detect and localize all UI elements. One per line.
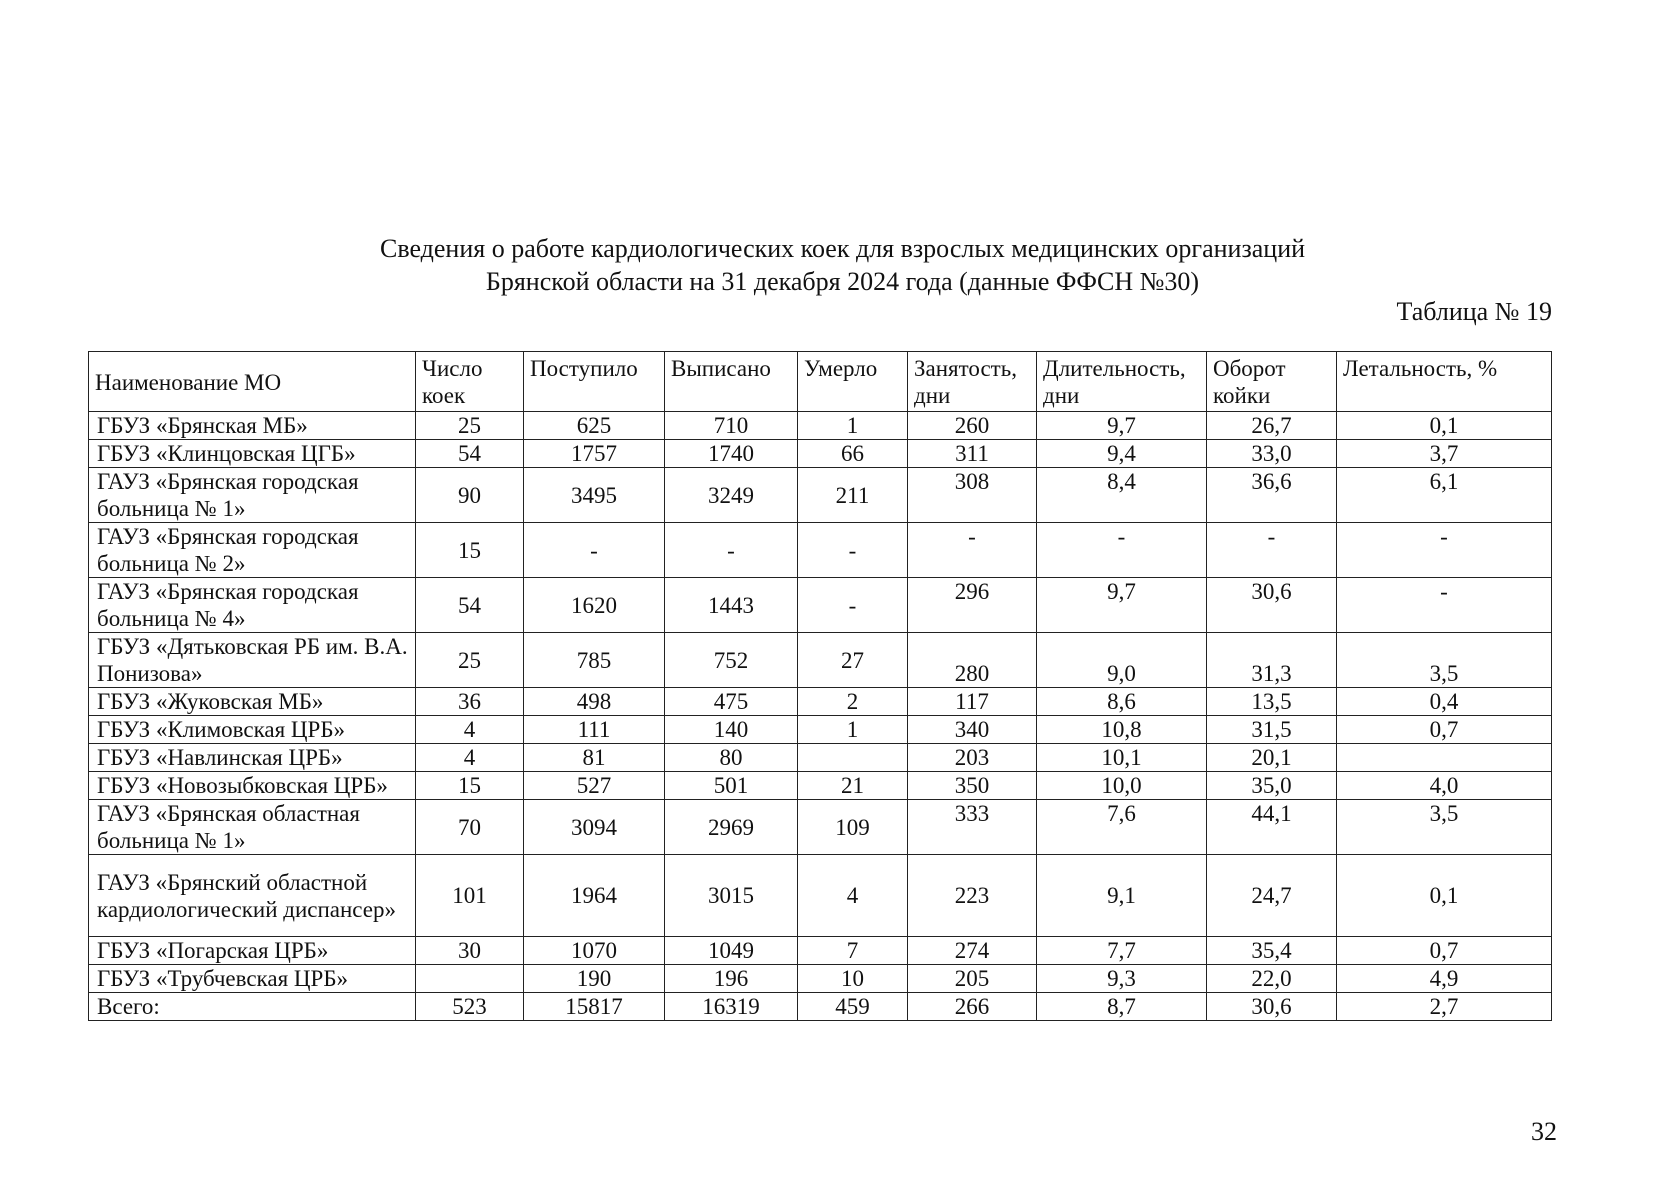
cell-name: ГБУЗ «Погарская ЦРБ» <box>89 937 416 965</box>
cell-discharged: - <box>665 523 798 578</box>
total-lethality: 2,7 <box>1337 993 1552 1021</box>
cell-occupancy: 280 <box>908 633 1037 688</box>
cell-beds: 90 <box>416 468 524 523</box>
cell-name: ГАУЗ «Брянская городская больница № 1» <box>89 468 416 523</box>
cell-lethality: 4,9 <box>1337 965 1552 993</box>
cell-beds: 4 <box>416 744 524 772</box>
cell-discharged: 1740 <box>665 440 798 468</box>
header-died: Умерло <box>798 352 908 412</box>
cell-lethality: - <box>1337 578 1552 633</box>
cell-died: 211 <box>798 468 908 523</box>
cell-duration: 7,6 <box>1037 800 1207 855</box>
total-duration: 8,7 <box>1037 993 1207 1021</box>
cell-occupancy: 223 <box>908 855 1037 937</box>
header-beds: Число коек <box>416 352 524 412</box>
cell-discharged: 1049 <box>665 937 798 965</box>
cell-turnover: 44,1 <box>1207 800 1337 855</box>
cell-occupancy: - <box>908 523 1037 578</box>
cell-duration: - <box>1037 523 1207 578</box>
cell-occupancy: 203 <box>908 744 1037 772</box>
cell-name: ГБУЗ «Навлинская ЦРБ» <box>89 744 416 772</box>
cell-admitted: 785 <box>524 633 665 688</box>
cell-duration: 9,7 <box>1037 412 1207 440</box>
title-line-2: Брянской области на 31 декабря 2024 года (данные ФФСН №30) <box>485 267 1200 296</box>
cell-beds <box>416 965 524 993</box>
cell-admitted: 1070 <box>524 937 665 965</box>
cell-occupancy: 340 <box>908 716 1037 744</box>
cell-turnover: - <box>1207 523 1337 578</box>
cell-occupancy: 260 <box>908 412 1037 440</box>
cell-occupancy: 117 <box>908 688 1037 716</box>
cell-beds: 4 <box>416 716 524 744</box>
cell-duration: 10,0 <box>1037 772 1207 800</box>
cell-died: 66 <box>798 440 908 468</box>
cell-duration: 9,3 <box>1037 965 1207 993</box>
cell-turnover: 20,1 <box>1207 744 1337 772</box>
table-row <box>89 937 1552 965</box>
cell-died: - <box>798 523 908 578</box>
cell-beds: 54 <box>416 578 524 633</box>
cell-beds: 25 <box>416 412 524 440</box>
header-lethality: Летальность, % <box>1337 352 1552 412</box>
cell-name: ГБУЗ «Климовская ЦРБ» <box>89 716 416 744</box>
cell-admitted: 3094 <box>524 800 665 855</box>
cell-admitted: - <box>524 523 665 578</box>
cell-discharged: 752 <box>665 633 798 688</box>
cell-admitted: 1620 <box>524 578 665 633</box>
cell-admitted: 111 <box>524 716 665 744</box>
cell-died: 10 <box>798 965 908 993</box>
cell-name: ГБУЗ «Дятьковская РБ им. В.А. Понизова» <box>89 633 416 688</box>
table-row <box>89 800 1552 855</box>
cell-duration: 9,0 <box>1037 633 1207 688</box>
cell-duration: 8,6 <box>1037 688 1207 716</box>
cell-died: 27 <box>798 633 908 688</box>
cell-turnover: 26,7 <box>1207 412 1337 440</box>
cell-discharged: 501 <box>665 772 798 800</box>
header-duration: Длительность, дни <box>1037 352 1207 412</box>
cell-discharged: 475 <box>665 688 798 716</box>
cell-admitted: 1757 <box>524 440 665 468</box>
total-beds: 523 <box>416 993 524 1021</box>
total-label: Всего: <box>89 993 416 1021</box>
cell-admitted: 190 <box>524 965 665 993</box>
cell-duration: 10,8 <box>1037 716 1207 744</box>
header-turnover: Оборот койки <box>1207 352 1337 412</box>
cell-duration: 8,4 <box>1037 468 1207 523</box>
cell-lethality: - <box>1337 523 1552 578</box>
cell-beds: 30 <box>416 937 524 965</box>
table-row <box>89 412 1552 440</box>
cell-discharged: 2969 <box>665 800 798 855</box>
cell-occupancy: 333 <box>908 800 1037 855</box>
cell-name: ГАУЗ «Брянская областная больница № 1» <box>89 800 416 855</box>
total-row <box>89 993 1552 1021</box>
cell-occupancy: 296 <box>908 578 1037 633</box>
cell-turnover: 13,5 <box>1207 688 1337 716</box>
cell-name: ГБУЗ «Новозыбковская ЦРБ» <box>89 772 416 800</box>
cell-duration: 9,1 <box>1037 855 1207 937</box>
cell-lethality: 0,4 <box>1337 688 1552 716</box>
cell-discharged: 140 <box>665 716 798 744</box>
table-row <box>89 716 1552 744</box>
cell-died: 1 <box>798 716 908 744</box>
header-row <box>89 352 1552 412</box>
cell-turnover: 24,7 <box>1207 855 1337 937</box>
cell-admitted: 3495 <box>524 468 665 523</box>
cell-discharged: 80 <box>665 744 798 772</box>
cell-admitted: 527 <box>524 772 665 800</box>
cell-lethality: 0,7 <box>1337 716 1552 744</box>
cell-name: ГАУЗ «Брянская городская больница № 2» <box>89 523 416 578</box>
cell-died: 21 <box>798 772 908 800</box>
header-admitted: Поступило <box>524 352 665 412</box>
cell-lethality: 0,7 <box>1337 937 1552 965</box>
cell-turnover: 35,4 <box>1207 937 1337 965</box>
table-row <box>89 468 1552 523</box>
cell-lethality: 6,1 <box>1337 468 1552 523</box>
cell-lethality: 4,0 <box>1337 772 1552 800</box>
table-row <box>89 772 1552 800</box>
cell-turnover: 35,0 <box>1207 772 1337 800</box>
cell-beds: 70 <box>416 800 524 855</box>
cell-name: ГАУЗ «Брянская городская больница № 4» <box>89 578 416 633</box>
cell-occupancy: 274 <box>908 937 1037 965</box>
cell-name: ГБУЗ «Трубчевская ЦРБ» <box>89 965 416 993</box>
cell-discharged: 3249 <box>665 468 798 523</box>
total-turnover: 30,6 <box>1207 993 1337 1021</box>
cell-admitted: 498 <box>524 688 665 716</box>
total-discharged: 16319 <box>665 993 798 1021</box>
cell-beds: 101 <box>416 855 524 937</box>
table-row <box>89 965 1552 993</box>
cell-lethality: 0,1 <box>1337 412 1552 440</box>
cell-lethality: 3,5 <box>1337 633 1552 688</box>
cell-turnover: 31,5 <box>1207 716 1337 744</box>
cell-name: ГБУЗ «Клинцовская ЦГБ» <box>89 440 416 468</box>
cell-lethality: 3,7 <box>1337 440 1552 468</box>
table-row <box>89 523 1552 578</box>
cell-admitted: 625 <box>524 412 665 440</box>
cell-discharged: 3015 <box>665 855 798 937</box>
cell-turnover: 36,6 <box>1207 468 1337 523</box>
cell-beds: 54 <box>416 440 524 468</box>
total-occupancy: 266 <box>908 993 1037 1021</box>
total-admitted: 15817 <box>524 993 665 1021</box>
cell-died: 1 <box>798 412 908 440</box>
table-row <box>89 440 1552 468</box>
table-row <box>89 855 1552 937</box>
cell-discharged: 196 <box>665 965 798 993</box>
title-line-1: Сведения о работе кардиологических коек для взрослых медицинских организаций <box>379 234 1306 263</box>
cell-lethality <box>1337 744 1552 772</box>
total-died: 459 <box>798 993 908 1021</box>
cell-died: - <box>798 578 908 633</box>
cell-discharged: 1443 <box>665 578 798 633</box>
cell-occupancy: 350 <box>908 772 1037 800</box>
cell-occupancy: 205 <box>908 965 1037 993</box>
header-discharged: Выписано <box>665 352 798 412</box>
cell-died: 4 <box>798 855 908 937</box>
cell-died <box>798 744 908 772</box>
table-row <box>89 633 1552 688</box>
cell-beds: 36 <box>416 688 524 716</box>
cell-name: ГБУЗ «Брянская МБ» <box>89 412 416 440</box>
cell-name: ГБУЗ «Жуковская МБ» <box>89 688 416 716</box>
cell-turnover: 22,0 <box>1207 965 1337 993</box>
cell-died: 7 <box>798 937 908 965</box>
table-number: Таблица № 19 <box>1396 297 1552 326</box>
cell-admitted: 81 <box>524 744 665 772</box>
table-row <box>89 578 1552 633</box>
cell-beds: 15 <box>416 772 524 800</box>
cell-turnover: 33,0 <box>1207 440 1337 468</box>
cell-occupancy: 311 <box>908 440 1037 468</box>
cell-duration: 9,7 <box>1037 578 1207 633</box>
cell-turnover: 30,6 <box>1207 578 1337 633</box>
cell-lethality: 0,1 <box>1337 855 1552 937</box>
header-occupancy: Занятость, дни <box>908 352 1037 412</box>
cell-duration: 7,7 <box>1037 937 1207 965</box>
cell-admitted: 1964 <box>524 855 665 937</box>
cell-died: 2 <box>798 688 908 716</box>
page-title <box>0 232 1675 298</box>
data-table <box>88 351 1552 1021</box>
cell-turnover: 31,3 <box>1207 633 1337 688</box>
cell-name: ГАУЗ «Брянский областной кардиологический диспансер» <box>89 855 416 937</box>
cell-occupancy: 308 <box>908 468 1037 523</box>
table-row <box>89 744 1552 772</box>
cell-died: 109 <box>798 800 908 855</box>
cell-duration: 10,1 <box>1037 744 1207 772</box>
cell-duration: 9,4 <box>1037 440 1207 468</box>
cell-beds: 25 <box>416 633 524 688</box>
page-number: 32 <box>1531 1117 1557 1146</box>
cell-beds: 15 <box>416 523 524 578</box>
header-name: Наименование МО <box>89 352 416 412</box>
cell-discharged: 710 <box>665 412 798 440</box>
cell-lethality: 3,5 <box>1337 800 1552 855</box>
table-row <box>89 688 1552 716</box>
